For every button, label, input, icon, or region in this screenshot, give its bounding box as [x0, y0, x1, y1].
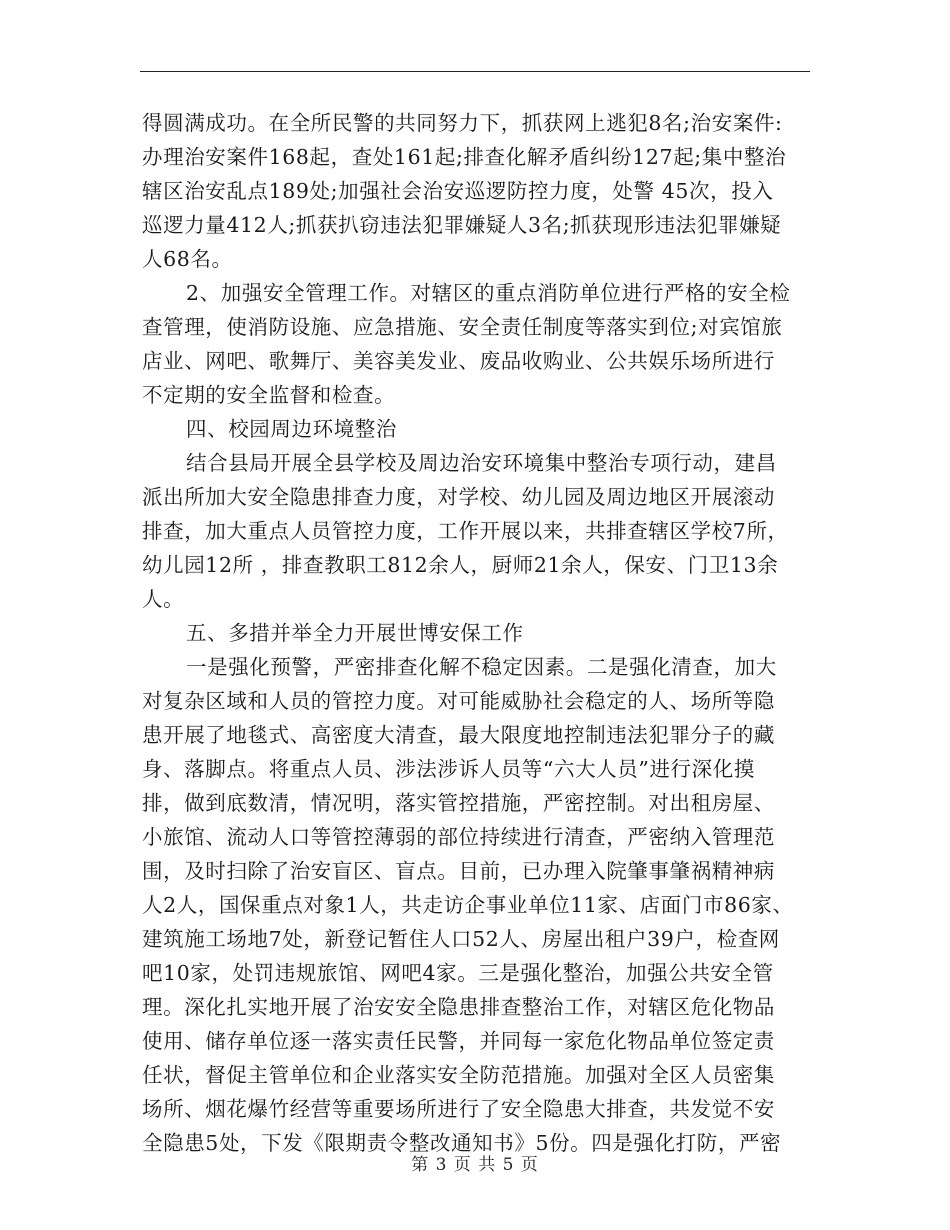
text-line: 办理治安案件168起，查处161起;排查化解矛盾纠纷127起;集中整治 — [142, 145, 787, 169]
text-line: 排，做到底数清，情况明，落实管控措施，严密控制。对出租房屋、 — [142, 791, 775, 815]
paragraph-start-line: 结合县局开展全县学校及周边治安环境集中整治专项行动，建昌 — [186, 451, 777, 475]
text-line: 不定期的安全监督和检查。 — [142, 383, 396, 407]
text-line: 患开展了地毯式、高密度大清查，最大限度地控制违法犯罪分子的藏 — [142, 723, 775, 747]
text-line: 巡逻力量412人;抓获扒窃违法犯罪嫌疑人3名;抓获现形违法犯罪嫌疑 — [142, 213, 782, 237]
text-line: 身、落脚点。将重点人员、涉法涉诉人员等“六大人员”进行深化摸 — [142, 757, 755, 781]
section-heading: 四、校园周边环境整治 — [186, 417, 397, 441]
paragraph-start-line: 2、加强安全管理工作。对辖区的重点消防单位进行严格的安全检 — [186, 281, 791, 305]
text-line: 场所、烟花爆竹经营等重要场所进行了安全隐患大排查，共发觉不安 — [142, 1097, 775, 1121]
paragraph-start-line: 一是强化预警，严密排查化解不稳定因素。二是强化清查，加大 — [186, 655, 777, 679]
text-line: 人68名。 — [142, 247, 233, 271]
text-line: 对复杂区域和人员的管控力度。对可能威胁社会稳定的人、场所等隐 — [142, 689, 775, 713]
document-body — [142, 106, 818, 1160]
section-heading: 五、多措并举全力开展世博安保工作 — [186, 621, 524, 645]
page-footer: 第 3 页 共 5 页 — [411, 1155, 539, 1175]
text-line: 排查，加大重点人员管控力度，工作开展以来，共排查辖区学校7所， — [142, 519, 789, 543]
text-line: 全隐患5处，下发《限期责令整改通知书》5份。四是强化打防，严密 — [142, 1131, 782, 1155]
text-line: 人。 — [142, 587, 185, 611]
text-line: 辖区治安乱点189处;加强社会治安巡逻防控力度，处警 45次，投入 — [142, 179, 774, 203]
header-rule — [140, 71, 810, 72]
text-line: 查管理，使消防设施、应急措施、安全责任制度等落实到位;对宾馆旅 — [142, 315, 783, 339]
text-line: 店业、网吧、歌舞厅、美容美发业、废品收购业、公共娱乐场所进行 — [142, 349, 775, 373]
text-line: 得圆满成功。在全所民警的共同努力下，抓获网上逃犯8名;治安案件: — [142, 111, 783, 135]
text-line: 吧10家，处罚违规旅馆、网吧4家。三是强化整治，加强公共安全管 — [142, 961, 774, 985]
text-line: 理。深化扎实地开展了治安安全隐患排查整治工作，对辖区危化物品 — [142, 995, 775, 1019]
text-line: 幼儿园12所 ，排查教职工812余人，厨师21余人，保安、门卫13余 — [142, 553, 779, 577]
text-line: 任状，督促主管单位和企业落实安全防范措施。加强对全区人员密集 — [142, 1063, 775, 1087]
text-line: 派出所加大安全隐患排查力度，对学校、幼儿园及周边地区开展滚动 — [142, 485, 775, 509]
text-line: 围，及时扫除了治安盲区、盲点。目前，已办理入院肇事肇祸精神病 — [142, 859, 775, 883]
text-line: 小旅馆、流动人口等管控薄弱的部位持续进行清查，严密纳入管理范 — [142, 825, 775, 849]
text-line: 建筑施工场地7处，新登记暂住人口52人、房屋出租户39户，检查网 — [142, 927, 780, 951]
text-line: 人2人，国保重点对象1人，共走访企事业单位11家、店面门市86家、 — [142, 893, 794, 917]
text-line: 使用、储存单位逐一落实责任民警，并同每一家危化物品单位签定责 — [142, 1029, 775, 1053]
